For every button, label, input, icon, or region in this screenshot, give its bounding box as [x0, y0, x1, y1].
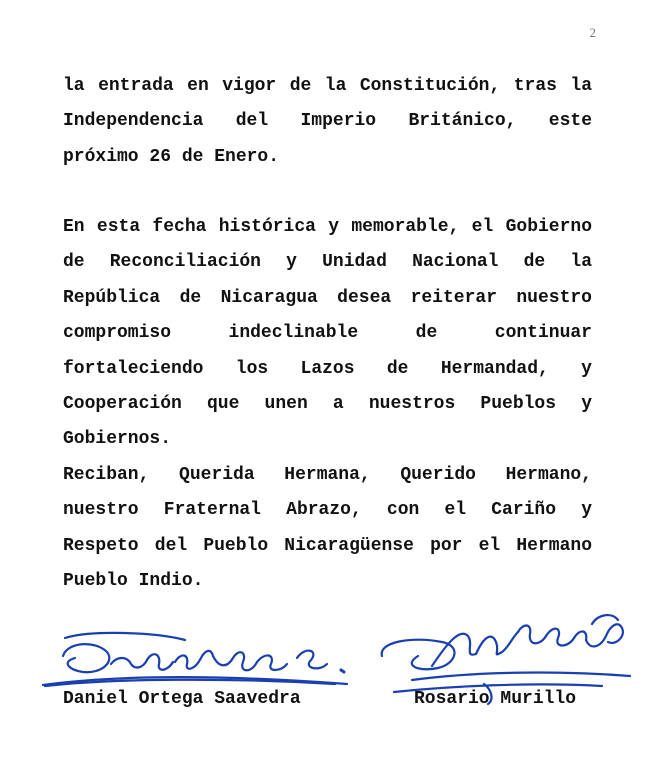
- paragraph-text: la entrada en vigor de la Constitución, tras la Independencia del Imperio Británico, este próximo 26 de Enero.: [63, 76, 592, 167]
- signature-daniel-ortega: [35, 628, 355, 698]
- letter-paragraph-2: [63, 210, 592, 458]
- signature-block: [0, 600, 672, 740]
- paragraph-text: Reciban, Querida Hermana, Querido Hermano, nuestro Fraternal Abrazo, con el Cariño y Respeto del Pueblo Nicaragüense por el Hermano Pueblo Indio.: [63, 465, 592, 592]
- signer-name-rosario-murillo: Rosario Murillo: [414, 689, 577, 709]
- letter-paragraph-3: [63, 458, 592, 600]
- letter-paragraph-1: [63, 69, 592, 175]
- signer-name-daniel-ortega: Daniel Ortega Saavedra: [63, 689, 301, 709]
- paragraph-text: En esta fecha histórica y memorable, el Gobierno de Reconciliación y Unidad Nacional de la República de Nicaragua desea reiterar nuestro compromiso indeclinable de continuar fortaleciendo los Lazos de Hermandad, y Cooperación que unen a nuestros Pueblos y Gobiernos.: [63, 217, 592, 450]
- page-number: 2: [589, 25, 596, 40]
